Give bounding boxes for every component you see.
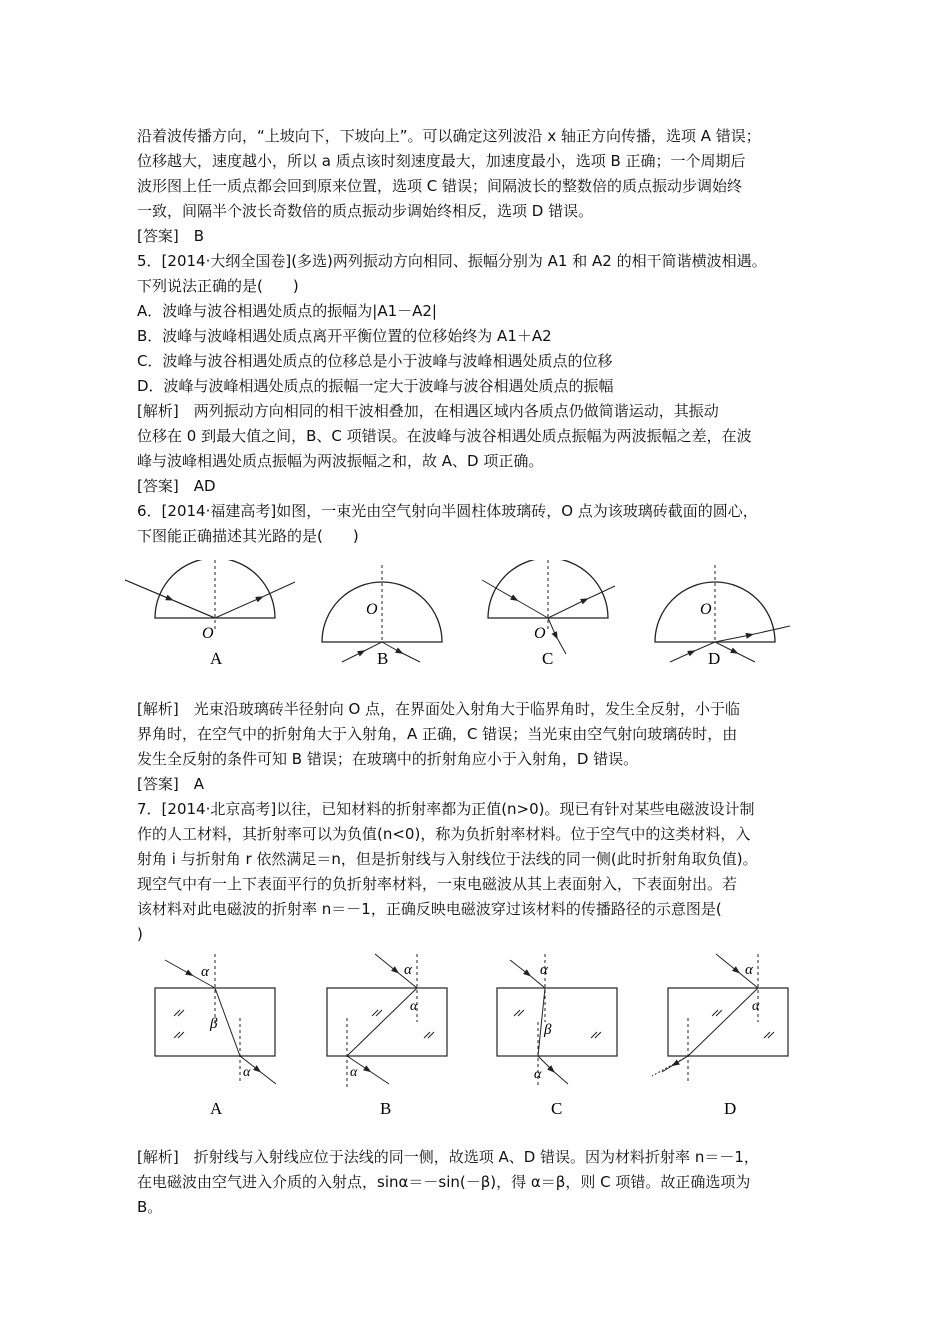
center-label: O (700, 601, 712, 618)
answer-line: [答案] A (137, 775, 204, 793)
alpha-label: α (745, 962, 753, 978)
analysis-line: 发生全反射的条件可知 B 错误；在玻璃中的折射角应小于入射角，D 错误。 (137, 750, 639, 768)
question-5-stem: 下列说法正确的是( ) (137, 277, 299, 295)
question-6-stem: 6．[2014·福建高考]如图，一束光由空气射向半圆柱体玻璃砖，O 点为该玻璃砖截面的圆心， (137, 502, 758, 520)
diagram-a (125, 560, 295, 668)
option-label: D (724, 1099, 737, 1118)
text-line: 沿着波传播方向，“上坡向下，下坡向上”。可以确定这列波沿 x 轴正方向传播，选项 A 错误； (137, 127, 761, 145)
question-7-stem: 作的人工材料，其折射率可以为负值(n<0)，称为负折射率材料。位于空气中的这类材料，入 (137, 825, 751, 843)
figure-semicircle-light-paths (110, 560, 810, 675)
option-label: A (210, 1099, 223, 1118)
diagram-b (322, 565, 442, 668)
analysis-line: B。 (137, 1198, 163, 1216)
text-line: 一致，间隔半个波长奇数倍的质点振动步调始终相反，选项 D 错误。 (137, 202, 594, 220)
option-label: A (210, 649, 223, 668)
analysis-line: [解析] 两列振动方向相同的相干波相叠加，在相遇区域内各质点仍做简谐运动，其振动 (137, 402, 719, 420)
diagram-d (652, 954, 788, 1118)
figure-negative-refraction-paths (140, 952, 820, 1122)
answer-line: [答案] AD (137, 477, 216, 495)
alpha-label: α (540, 962, 548, 978)
diagram-a (155, 954, 276, 1118)
alpha-label: α (350, 1065, 358, 1080)
center-label: O (202, 625, 214, 642)
option-label: B (380, 1099, 392, 1118)
diagram-c (482, 560, 615, 668)
analysis-line: [解析] 折射线与入射线应位于法线的同一侧，故选项 A、D 错误。因为材料折射率 n＝－1， (137, 1148, 759, 1166)
center-label: O (534, 625, 546, 642)
option-label: D (708, 649, 721, 668)
alpha-label: α (201, 964, 209, 980)
question-7-stem: 现空气中有一上下表面平行的负折射率材料，一束电磁波从其上表面射入，下表面射出。若 (137, 875, 738, 893)
option-a: A．波峰与波谷相遇处质点的振幅为|A1－A2| (137, 302, 437, 320)
bottom-text-block (137, 1145, 817, 1220)
beta-label: β (210, 1016, 218, 1032)
option-label: C (551, 1099, 563, 1118)
analysis-line: 峰与波峰相遇处质点振幅为两波振幅之和，故 A、D 项正确。 (137, 452, 544, 470)
option-c: C．波峰与波谷相遇处质点的位移总是小于波峰与波峰相遇处质点的位移 (137, 352, 613, 370)
analysis-line: 界角时，在空气中的折射角大于入射角，A 正确，C 错误；当光束由空气射向玻璃砖时，由 (137, 725, 738, 743)
middle-text-block (137, 697, 817, 947)
option-d: D．波峰与波峰相遇处质点的振幅一定大于波峰与波谷相遇处质点的振幅 (137, 377, 614, 395)
alpha-label: α (243, 1065, 251, 1080)
alpha-label: α (404, 962, 412, 978)
question-7-stem: 射角 i 与折射角 r 依然满足＝n，但是折射线与入射线位于法线的同一侧(此时折射角取负值)。 (137, 850, 758, 868)
question-7-stem: 7．[2014·北京高考]以往，已知材料的折射率都为正值(n>0)。现已有针对某些电磁波设计制 (137, 800, 755, 818)
option-label: C (542, 649, 554, 668)
analysis-line: 位移在 0 到最大值之间，B、C 项错误。在波峰与波谷相遇处质点振幅为两波振幅之差，在波 (137, 427, 752, 445)
beta-label: β (544, 1022, 552, 1038)
diagram-d (655, 565, 790, 668)
option-b: B．波峰与波峰相遇处质点离开平衡位置的位移始终为 A1＋A2 (137, 327, 552, 345)
question-5-stem: 5．[2014·大纲全国卷](多选)两列振动方向相同、振幅分别为 A1 和 A2 的相干简谐横波相遇。 (137, 252, 767, 270)
text-line: 位移越大，速度越小，所以 a 质点该时刻速度最大，加速度最小，选项 B 正确；一个周期后 (137, 152, 746, 170)
alpha-label: α (410, 999, 418, 1014)
diagram-c (497, 954, 617, 1118)
top-text-block (137, 124, 817, 549)
text-line: 波形图上任一质点都会回到原来位置，选项 C 错误；间隔波长的整数倍的质点振动步调始终 (137, 177, 743, 195)
answer-line: [答案] B (137, 227, 204, 245)
analysis-line: [解析] 光束沿玻璃砖半径射向 O 点，在界面处入射角大于临界角时，发生全反射，小于临 (137, 700, 741, 718)
question-7-stem: 该材料对此电磁波的折射率 n＝－1，正确反映电磁波穿过该材料的传播路径的示意图是( (137, 900, 722, 918)
alpha-label: α (534, 1067, 542, 1082)
analysis-line: 在电磁波由空气进入介质的入射点，sinα＝－sin(－β)，得 α＝β，则 C 项错。故正确选项为 (137, 1173, 751, 1191)
center-label: O (366, 601, 378, 618)
option-label: B (377, 649, 389, 668)
question-7-stem: ) (137, 925, 143, 943)
alpha-label: α (752, 999, 760, 1014)
diagram-b (327, 954, 447, 1118)
question-6-stem: 下图能正确描述其光路的是( ) (137, 527, 359, 545)
